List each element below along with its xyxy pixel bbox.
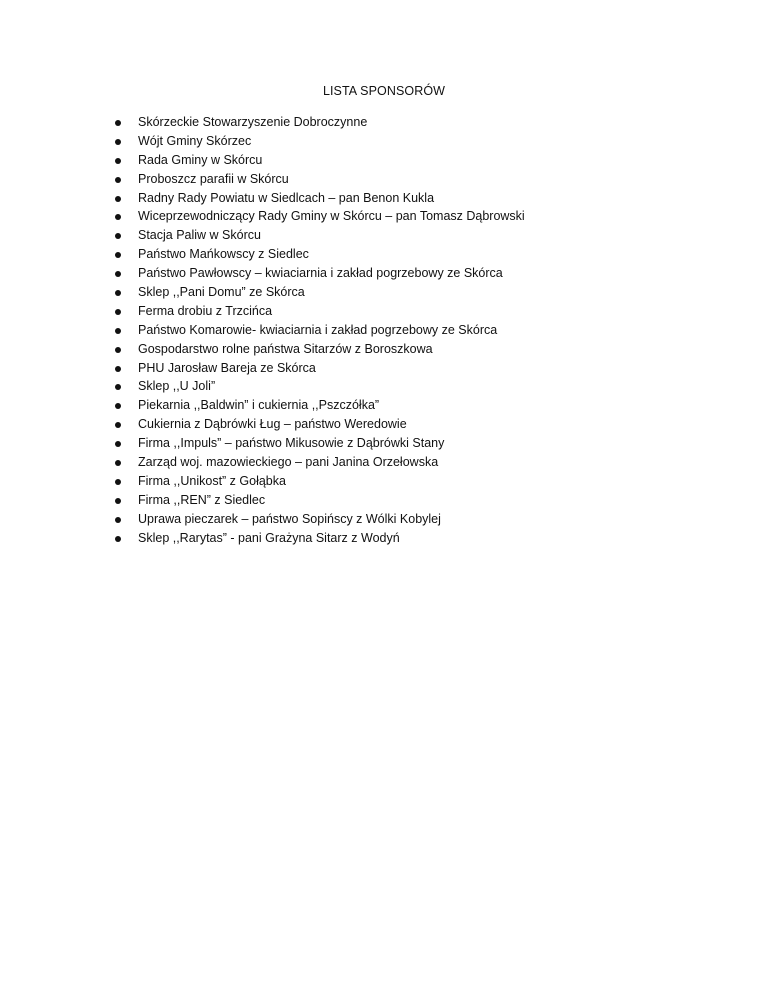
bullet-icon: [115, 441, 121, 447]
list-item: [0, 302, 768, 321]
sponsor-name: Proboszcz parafii w Skórcu: [138, 171, 289, 186]
sponsor-name: Wójt Gminy Skórzec: [138, 133, 252, 148]
list-item: [0, 226, 768, 245]
bullet-icon: [115, 271, 121, 277]
sponsor-name: Państwo Mańkowscy z Siedlec: [138, 247, 309, 262]
list-item: [0, 113, 768, 132]
list-item: [0, 151, 768, 170]
bullet-icon: [115, 422, 121, 428]
bullet-icon: [115, 328, 121, 334]
sponsor-name: Firma ,,Impuls” – państwo Mikusowie z Dąbrówki Stany: [138, 436, 445, 451]
list-item: [0, 321, 768, 340]
list-item: [0, 170, 768, 189]
list-item: [0, 529, 768, 548]
list-item: [0, 415, 768, 434]
list-item: [0, 283, 768, 302]
bullet-icon: [115, 479, 121, 485]
sponsor-name: Wiceprzewodniczący Rady Gminy w Skórcu – pan Tomasz Dąbrowski: [138, 209, 525, 224]
list-item: [0, 207, 768, 226]
bullet-icon: [115, 139, 121, 145]
bullet-icon: [115, 252, 121, 258]
document-title: LISTA SPONSORÓW: [322, 84, 446, 98]
sponsor-name: Gospodarstwo rolne państwa Sitarzów z Boroszkowa: [138, 341, 433, 356]
bullet-icon: [115, 177, 121, 183]
sponsor-name: Firma ,,Unikost” z Gołąbka: [138, 473, 286, 488]
list-item: [0, 189, 768, 208]
sponsor-name: Zarząd woj. mazowieckiego – pani Janina Orzełowska: [138, 455, 439, 470]
bullet-icon: [115, 233, 121, 239]
sponsor-name: Rada Gminy w Skórcu: [138, 152, 263, 167]
list-item: [0, 340, 768, 359]
sponsor-name: PHU Jarosław Bareja ze Skórca: [138, 360, 316, 375]
bullet-icon: [115, 366, 121, 372]
bullet-icon: [115, 214, 121, 220]
bullet-icon: [115, 403, 121, 409]
sponsor-name: Państwo Pawłowscy – kwiaciarnia i zakład pogrzebowy ze Skórca: [138, 266, 503, 281]
bullet-icon: [115, 460, 121, 466]
bullet-icon: [115, 158, 121, 164]
list-item: [0, 264, 768, 283]
bullet-icon: [115, 536, 121, 542]
sponsor-name: Piekarnia ,,Baldwin” i cukiernia ,,Pszczółka”: [138, 398, 380, 413]
list-item: [0, 472, 768, 491]
bullet-icon: [115, 290, 121, 296]
list-item: [0, 377, 768, 396]
sponsor-name: Radny Rady Powiatu w Siedlcach – pan Benon Kukla: [138, 190, 435, 205]
bullet-icon: [115, 309, 121, 315]
bullet-icon: [115, 120, 121, 126]
sponsor-name: Sklep ,,Pani Domu” ze Skórca: [138, 285, 305, 300]
sponsor-name: Skórzeckie Stowarzyszenie Dobroczynne: [138, 115, 368, 129]
list-item: [0, 359, 768, 378]
sponsor-name: Sklep ,,U Joli”: [138, 379, 216, 394]
bullet-icon: [115, 347, 121, 353]
sponsor-list: [0, 113, 768, 547]
list-item: [0, 132, 768, 151]
sponsor-name: Firma ,,REN” z Siedlec: [138, 492, 266, 507]
sponsor-name: Uprawa pieczarek – państwo Sopińscy z Wólki Kobylej: [138, 511, 441, 526]
sponsor-name: Państwo Komarowie- kwiaciarnia i zakład pogrzebowy ze Skórca: [138, 322, 498, 337]
sponsor-name: Stacja Paliw w Skórcu: [138, 228, 261, 243]
sponsor-name: Ferma drobiu z Trzcińca: [138, 303, 273, 318]
list-item: [0, 434, 768, 453]
list-item: [0, 396, 768, 415]
bullet-icon: [115, 517, 121, 523]
bullet-icon: [115, 196, 121, 202]
list-item: [0, 453, 768, 472]
sponsor-name: Sklep ,,Rarytas” - pani Grażyna Sitarz z Wodyń: [138, 530, 400, 545]
list-item: [0, 510, 768, 529]
list-item: [0, 491, 768, 510]
list-item: [0, 245, 768, 264]
sponsor-name: Cukiernia z Dąbrówki Ług – państwo Weredowie: [138, 417, 407, 432]
bullet-icon: [115, 384, 121, 390]
bullet-icon: [115, 498, 121, 504]
